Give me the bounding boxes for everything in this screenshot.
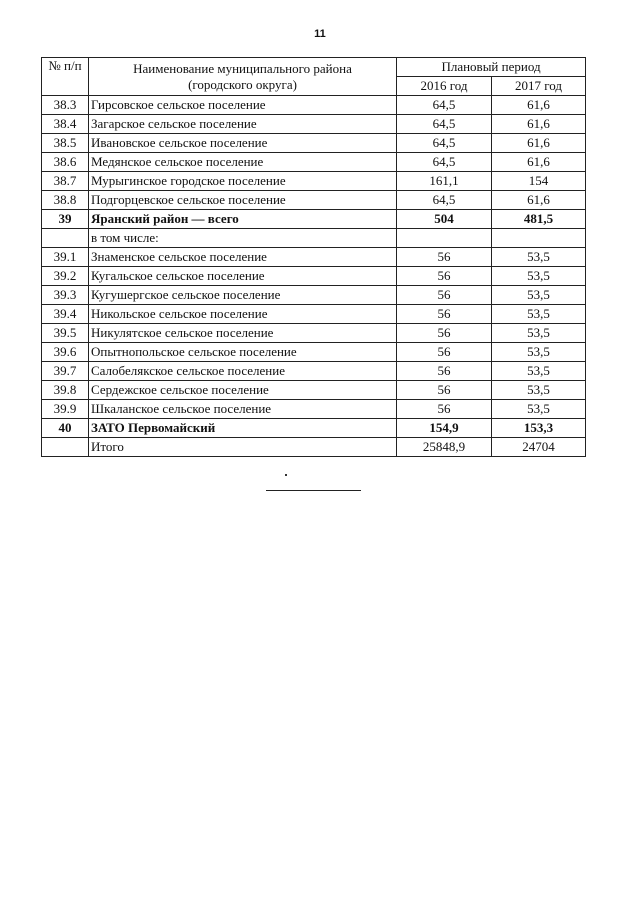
cell-name: Яранский район — всего [89,210,397,229]
stray-dot [285,474,287,476]
cell-2017: 53,5 [492,362,586,381]
cell-number: 38.4 [42,115,89,134]
table-row [42,153,586,172]
cell-name: Шкаланское сельское поселение [89,400,397,419]
cell-2017: 481,5 [492,210,586,229]
cell-2017: 53,5 [492,343,586,362]
table-header [42,58,586,96]
cell-name: Подгорцевское сельское поселение [89,191,397,210]
header-name-line2: (городского округа) [188,76,297,92]
cell-2017: 61,6 [492,191,586,210]
table-row [42,210,586,229]
table-row [42,96,586,115]
table-row [42,191,586,210]
cell-name: Итого [89,438,397,457]
header-year-2017: 2017 год [492,77,586,96]
cell-2017: 61,6 [492,115,586,134]
cell-2016: 56 [397,248,492,267]
cell-2016: 64,5 [397,115,492,134]
cell-2017 [492,229,586,248]
cell-number: 39 [42,210,89,229]
cell-2016: 56 [397,286,492,305]
table-row [42,343,586,362]
cell-2016: 154,9 [397,419,492,438]
cell-name: Кугушергское сельское поселение [89,286,397,305]
cell-2017: 53,5 [492,267,586,286]
cell-2017: 53,5 [492,305,586,324]
cell-2017: 61,6 [492,134,586,153]
cell-name: Никулятское сельское поселение [89,324,397,343]
header-name [89,58,397,96]
header-year-2016: 2016 год [397,77,492,96]
cell-number: 39.8 [42,381,89,400]
cell-name: Гирсовское сельское поселение [89,96,397,115]
cell-number: 39.1 [42,248,89,267]
table-row [42,229,586,248]
cell-number [42,438,89,457]
cell-2017: 53,5 [492,400,586,419]
table-row [42,438,586,457]
cell-2016: 504 [397,210,492,229]
cell-2016: 56 [397,400,492,419]
cell-number: 39.2 [42,267,89,286]
cell-number: 39.3 [42,286,89,305]
cell-name: Мурыгинское городское поселение [89,172,397,191]
table-row [42,134,586,153]
table-row [42,248,586,267]
cell-number: 38.6 [42,153,89,172]
cell-2016: 161,1 [397,172,492,191]
cell-2016: 56 [397,381,492,400]
cell-number: 39.7 [42,362,89,381]
cell-2017: 61,6 [492,153,586,172]
table-row [42,381,586,400]
cell-number [42,229,89,248]
cell-2016: 56 [397,305,492,324]
cell-name: Знаменское сельское поселение [89,248,397,267]
cell-2017: 53,5 [492,324,586,343]
cell-2016: 25848,9 [397,438,492,457]
cell-2017: 53,5 [492,381,586,400]
cell-number: 39.5 [42,324,89,343]
cell-2016 [397,229,492,248]
budget-table [41,57,586,457]
cell-name: Ивановское сельское поселение [89,134,397,153]
cell-number: 40 [42,419,89,438]
cell-name: Никольское сельское поселение [89,305,397,324]
cell-name: Сердежское сельское поселение [89,381,397,400]
cell-name: Кугальское сельское поселение [89,267,397,286]
cell-2017: 153,3 [492,419,586,438]
table-body [42,96,586,457]
cell-number: 38.3 [42,96,89,115]
cell-name: Опытнопольское сельское поселение [89,343,397,362]
cell-number: 38.8 [42,191,89,210]
cell-2017: 61,6 [492,96,586,115]
cell-2017: 53,5 [492,286,586,305]
table-row [42,172,586,191]
table-row [42,267,586,286]
header-number: № п/п [42,58,89,96]
table-row [42,324,586,343]
cell-2017: 53,5 [492,248,586,267]
table-row [42,362,586,381]
cell-name: в том числе: [89,229,397,248]
header-planned-period: Плановый период [397,58,586,77]
page-number: 11 [314,28,326,40]
cell-number: 39.4 [42,305,89,324]
cell-2016: 56 [397,324,492,343]
cell-name: ЗАТО Первомайский [89,419,397,438]
cell-2016: 56 [397,267,492,286]
cell-number: 38.7 [42,172,89,191]
table-row [42,419,586,438]
cell-name: Загарское сельское поселение [89,115,397,134]
table-row [42,305,586,324]
cell-2016: 64,5 [397,134,492,153]
cell-number: 39.6 [42,343,89,362]
end-divider-line [266,490,361,491]
cell-name: Медянское сельское поселение [89,153,397,172]
cell-2017: 154 [492,172,586,191]
table-row [42,115,586,134]
header-name-line1: Наименование муниципального района [133,60,352,76]
cell-2016: 64,5 [397,153,492,172]
cell-number: 38.5 [42,134,89,153]
table-row [42,286,586,305]
cell-2016: 64,5 [397,96,492,115]
cell-name: Салобелякское сельское поселение [89,362,397,381]
cell-2017: 24704 [492,438,586,457]
cell-2016: 56 [397,343,492,362]
cell-2016: 64,5 [397,191,492,210]
cell-2016: 56 [397,362,492,381]
cell-number: 39.9 [42,400,89,419]
table-row [42,400,586,419]
